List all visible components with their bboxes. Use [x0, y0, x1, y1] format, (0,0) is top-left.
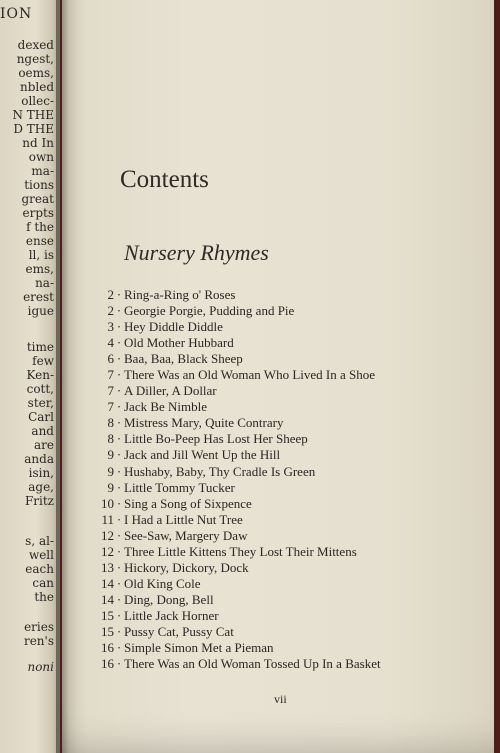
facing-page-line: na-: [35, 276, 54, 290]
entry-title: Old King Cole: [124, 575, 201, 591]
contents-entry: [92, 319, 492, 335]
entry-title: Hushaby, Baby, Thy Cradle Is Green: [124, 463, 316, 479]
facing-page-line: and: [31, 424, 54, 438]
entry-title: Jack and Jill Went Up the Hill: [124, 447, 281, 463]
facing-page-line: time: [26, 340, 54, 354]
contents-entry: [92, 608, 492, 624]
entry-title: I Had a Little Nut Tree: [124, 511, 243, 527]
contents-entry: [92, 303, 492, 319]
entry-separator: ·: [116, 543, 122, 559]
entry-title: Little Tommy Tucker: [124, 479, 235, 495]
entry-title: Hickory, Dickory, Dock: [124, 559, 249, 575]
entry-page-number: 6: [107, 351, 114, 367]
facing-page-line: N THE: [12, 108, 54, 122]
entry-page-number: 16: [101, 640, 114, 656]
facing-page-line: great: [21, 192, 54, 206]
contents-entry: [92, 656, 492, 672]
entry-page-number: 10: [101, 495, 114, 511]
facing-page-line: anda: [24, 452, 54, 466]
contents-entry: [92, 480, 492, 496]
contents-entry: [92, 592, 492, 608]
entry-page-number: 15: [101, 607, 114, 623]
page-number: vii: [274, 692, 287, 706]
contents-entry: [92, 335, 492, 351]
entry-separator: ·: [116, 559, 122, 575]
facing-page-line: eries: [24, 620, 54, 634]
entry-page-number: 13: [101, 559, 114, 575]
entry-separator: ·: [116, 287, 122, 302]
facing-page-line: are: [34, 438, 54, 452]
facing-page-line: noni: [27, 660, 54, 674]
entry-separator: ·: [116, 575, 122, 591]
entry-separator: ·: [116, 303, 122, 319]
entry-separator: ·: [116, 335, 122, 351]
facing-page-line: the: [34, 590, 54, 604]
contents-entry: [92, 512, 492, 528]
facing-page-line: nbled: [19, 80, 54, 94]
entry-page-number: 9: [107, 479, 114, 495]
entry-title: Ding, Dong, Bell: [124, 591, 214, 607]
entry-separator: ·: [116, 607, 122, 623]
facing-page-running-head: ION: [0, 6, 33, 22]
contents-entry: [92, 624, 492, 640]
entry-title: Baa, Baa, Black Sheep: [124, 351, 243, 367]
entry-separator: ·: [116, 351, 122, 367]
entry-separator: ·: [116, 495, 122, 511]
entry-page-number: 11: [101, 511, 114, 527]
entry-page-number: 4: [107, 335, 114, 351]
entry-title: There Was an Old Woman Who Lived In a Shoe: [124, 367, 375, 383]
facing-page: [0, 0, 60, 753]
facing-page-line: nd In: [22, 136, 54, 150]
contents-page: [62, 0, 494, 753]
entry-title: There Was an Old Woman Tossed Up In a Basket: [124, 656, 381, 672]
facing-page-line: ollec-: [21, 94, 54, 108]
entry-title: A Diller, A Dollar: [124, 383, 217, 399]
facing-page-line: oems,: [18, 66, 54, 80]
entry-separator: ·: [116, 431, 122, 447]
entry-separator: ·: [116, 319, 122, 335]
contents-entry: [92, 399, 492, 415]
entry-separator: ·: [116, 656, 122, 672]
entry-title: Hey Diddle Diddle: [124, 319, 223, 335]
contents-entry: [92, 560, 492, 576]
entry-title: Georgie Porgie, Pudding and Pie: [124, 303, 295, 319]
entry-title: See-Saw, Margery Daw: [124, 527, 248, 543]
entry-title: Sing a Song of Sixpence: [124, 495, 252, 511]
entry-separator: ·: [116, 623, 122, 639]
facing-page-line: ren's: [23, 634, 54, 648]
facing-page-line: ngest,: [16, 52, 54, 66]
entry-page-number: 9: [107, 463, 114, 479]
entry-page-number: 12: [101, 527, 114, 543]
entry-page-number: 2: [107, 287, 114, 302]
facing-page-line: cott,: [26, 382, 54, 396]
contents-entry: [92, 431, 492, 447]
facing-page-line: erpts: [22, 206, 54, 220]
entry-separator: ·: [116, 367, 122, 383]
facing-page-line: f the: [26, 220, 54, 234]
contents-entry: [92, 496, 492, 512]
entry-page-number: 7: [107, 399, 114, 415]
facing-page-line: Carl: [28, 410, 54, 424]
entry-page-number: 9: [107, 447, 114, 463]
contents-entry: [92, 415, 492, 431]
facing-page-line: ense: [25, 234, 54, 248]
contents-entry: [92, 447, 492, 463]
entry-page-number: 14: [101, 575, 114, 591]
entry-separator: ·: [116, 415, 122, 431]
facing-page-line: erest: [23, 290, 54, 304]
facing-page-line: ll, is: [28, 248, 54, 262]
entry-separator: ·: [116, 447, 122, 463]
entry-title: Old Mother Hubbard: [124, 335, 234, 351]
contents-entry: [92, 640, 492, 656]
entry-title: Pussy Cat, Pussy Cat: [124, 623, 234, 639]
entry-title: Little Bo-Peep Has Lost Her Sheep: [124, 431, 308, 447]
page-title: Contents: [120, 166, 209, 193]
facing-page-line: isin,: [28, 466, 54, 480]
facing-page-line: each: [25, 562, 54, 576]
section-heading: Nursery Rhymes: [124, 240, 269, 265]
entry-separator: ·: [116, 479, 122, 495]
contents-list: [92, 287, 492, 672]
entry-separator: ·: [116, 383, 122, 399]
entry-separator: ·: [116, 640, 122, 656]
entry-title: Little Jack Horner: [124, 607, 219, 623]
facing-page-line: Ken-: [26, 368, 54, 382]
facing-page-line: igue: [27, 304, 54, 318]
entry-title: Three Little Kittens They Lost Their Mittens: [124, 543, 357, 559]
contents-entry: [92, 528, 492, 544]
facing-page-line: tions: [24, 178, 54, 192]
facing-page-line: own: [28, 150, 54, 164]
entry-page-number: 12: [101, 543, 114, 559]
entry-title: Ring-a-Ring o' Roses: [124, 287, 236, 302]
facing-page-line: age,: [28, 480, 54, 494]
entry-separator: ·: [116, 399, 122, 415]
entry-page-number: 3: [107, 319, 114, 335]
entry-page-number: 14: [101, 591, 114, 607]
entry-page-number: 2: [107, 303, 114, 319]
entry-title: Jack Be Nimble: [124, 399, 208, 415]
facing-page-line: well: [28, 548, 54, 562]
contents-entry: [92, 351, 492, 367]
entry-separator: ·: [116, 511, 122, 527]
contents-entry: [92, 287, 492, 303]
entry-page-number: 15: [101, 623, 114, 639]
contents-entry: [92, 576, 492, 592]
facing-page-line: ems,: [25, 262, 54, 276]
facing-page-line: can: [32, 576, 54, 590]
contents-entry: [92, 367, 492, 383]
entry-separator: ·: [116, 591, 122, 607]
entry-separator: ·: [116, 527, 122, 543]
book-gutter: [56, 0, 78, 753]
entry-title: Mistress Mary, Quite Contrary: [124, 415, 284, 431]
contents-entry: [92, 544, 492, 560]
facing-page-line: Fritz: [24, 494, 54, 508]
entry-title: Simple Simon Met a Pieman: [124, 640, 274, 656]
entry-page-number: 8: [107, 431, 114, 447]
facing-page-line: ster,: [27, 396, 54, 410]
facing-page-line: few: [32, 354, 54, 368]
facing-page-line: dexed: [17, 38, 54, 52]
facing-page-line: ma-: [31, 164, 54, 178]
entry-page-number: 16: [101, 656, 114, 672]
entry-page-number: 7: [107, 367, 114, 383]
entry-page-number: 8: [107, 415, 114, 431]
facing-page-line: s, al-: [25, 534, 54, 548]
entry-page-number: 7: [107, 383, 114, 399]
entry-separator: ·: [116, 463, 122, 479]
facing-page-line: D THE: [13, 122, 54, 136]
contents-entry: [92, 383, 492, 399]
contents-entry: [92, 464, 492, 480]
